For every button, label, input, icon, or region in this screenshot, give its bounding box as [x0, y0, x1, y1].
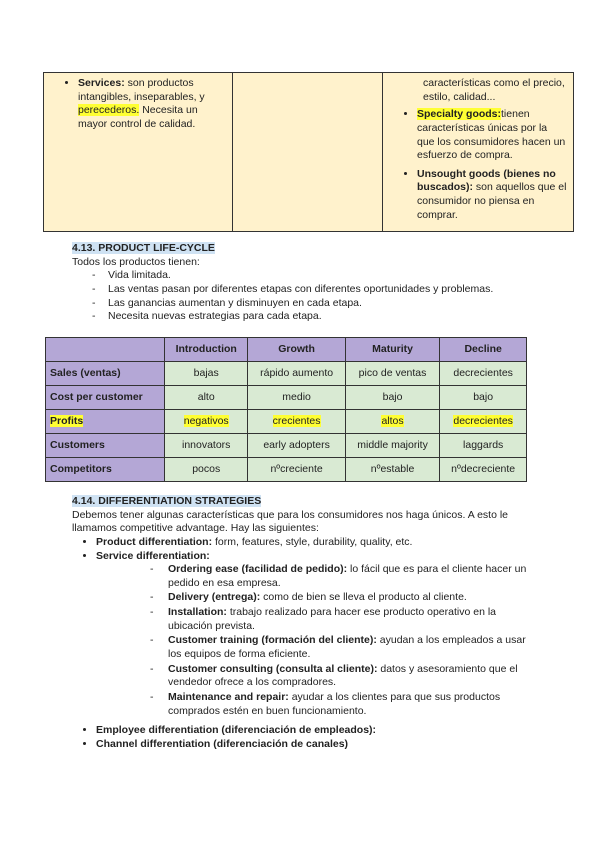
col-1	[44, 73, 233, 232]
table-cell: bajo	[345, 386, 440, 410]
col-3	[383, 73, 574, 232]
table-cell: altos	[345, 410, 440, 434]
table-row	[46, 434, 527, 458]
services-item: • Services: son productos intangibles, inseparables, y perecederos. Necesita un mayor control de calidad.	[78, 77, 226, 132]
table-cell: negativos	[165, 410, 248, 434]
table-cell: bajo	[440, 386, 527, 410]
list-item: - Customer training (formación del cliente): ayudan a los empleados a usar los equipos de forma eficiente.	[130, 634, 534, 661]
row-label: Cost per customer	[46, 386, 165, 410]
list-item: • Product differentiation: form, features, style, durability, quality, etc.	[96, 536, 534, 550]
table-row	[46, 362, 527, 386]
table-cell: laggards	[440, 434, 527, 458]
table-row	[46, 410, 527, 434]
header-cell: Maturity	[345, 338, 440, 362]
table-cell: middle majority	[345, 434, 440, 458]
header-cell	[46, 338, 165, 362]
list-item: - Las ventas pasan por diferentes etapas con diferentes oportunidades y problemas.	[92, 283, 542, 297]
lifecycle-intro: Todos los productos tienen:	[72, 255, 200, 268]
list-item: - Ordering ease (facilidad de pedido): lo fácil que es para el cliente hacer un pedido en esa empresa.	[130, 563, 534, 590]
list-item: • Service differentiation: - Ordering ease (facilidad de pedido): lo fácil que es para el cliente hacer un pedido en esa empresa. - Delivery (entrega): como de bien se lleva el producto al cliente. - Installation: trabajo realizado para hacer ese producto operativo en la ubicación prevista. - Customer training (formación del cliente): ayudan a los empleados a usar los equipos de forma eficiente. - Customer consulting (consulta al cliente): datos y asesoramiento que el vendedor ofrece a los compradores. - Maintenance and repair: ayudar a los clientes para que sus productos comprados estén en buen funcionamiento.	[96, 550, 534, 719]
table-cell: medio	[248, 386, 345, 410]
differentiation-section	[72, 495, 534, 752]
lifecycle-section	[72, 242, 542, 324]
differentiation-intro: Debemos tener algunas características que para los consumidores nos haga únicos. A esto le llamamos competitive advantage. Hay las siguientes:	[72, 508, 509, 535]
list-item: - Maintenance and repair: ayudar a los clientes para que sus productos comprados estén en buen funcionamiento.	[130, 691, 534, 718]
table-cell: rápido aumento	[248, 362, 345, 386]
lifecycle-list	[72, 269, 542, 324]
differentiation-list	[72, 536, 534, 752]
table-row	[46, 458, 527, 482]
table-header-row	[46, 338, 527, 362]
list-item: • Employee differentiation (diferenciación de empleados):	[96, 724, 534, 738]
header-cell: Growth	[248, 338, 345, 362]
product-types-table	[43, 72, 574, 232]
table-cell: bajas	[165, 362, 248, 386]
list-item: - Necesita nuevas estrategias para cada etapa.	[92, 310, 542, 324]
table-cell: nºcreciente	[248, 458, 345, 482]
table-cell: nºdecreciente	[440, 458, 527, 482]
table-cell: pocos	[165, 458, 248, 482]
continuation-text: características como el precio, estilo, calidad...	[423, 77, 565, 103]
row-label: Competitors	[46, 458, 165, 482]
list-item: • Channel differentiation (diferenciación de canales)	[96, 738, 534, 752]
row-label: Profits	[46, 410, 165, 434]
header-cell: Introduction	[165, 338, 248, 362]
table-cell: crecientes	[248, 410, 345, 434]
table-cell: nºestable	[345, 458, 440, 482]
list-item: - Delivery (entrega): como de bien se lleva el producto al cliente.	[130, 591, 534, 605]
lifecycle-title: 4.13. PRODUCT LIFE-CYCLE	[72, 242, 215, 254]
table-cell: decrecientes	[440, 410, 527, 434]
header-cell: Decline	[440, 338, 527, 362]
table-row	[46, 386, 527, 410]
table-cell: decrecientes	[440, 362, 527, 386]
service-sublist	[96, 563, 534, 718]
table-cell: pico de ventas	[345, 362, 440, 386]
differentiation-title: 4.14. DIFFERENTIATION STRATEGIES	[72, 495, 262, 507]
lifecycle-table	[45, 337, 527, 482]
list-item: - Vida limitada.	[92, 269, 542, 283]
specialty-goods-item: • Specialty goods:tienen características únicas por la que los consumidores hacen un esfuerzo de compra.	[417, 108, 567, 163]
list-item: - Customer consulting (consulta al cliente): datos y asesoramiento que el vendedor ofrece a los compradores.	[130, 663, 534, 690]
col-2	[233, 73, 383, 232]
unsought-goods-item: • Unsought goods (bienes no buscados): son aquellos que el consumidor no piensa en comprar.	[417, 168, 567, 223]
table-cell: early adopters	[248, 434, 345, 458]
list-item: - Installation: trabajo realizado para hacer ese producto operativo en la ubicación prevista.	[130, 606, 534, 633]
row-label: Customers	[46, 434, 165, 458]
row-label: Sales (ventas)	[46, 362, 165, 386]
table-cell: innovators	[165, 434, 248, 458]
list-item: - Las ganancias aumentan y disminuyen en cada etapa.	[92, 297, 542, 311]
table-cell: alto	[165, 386, 248, 410]
